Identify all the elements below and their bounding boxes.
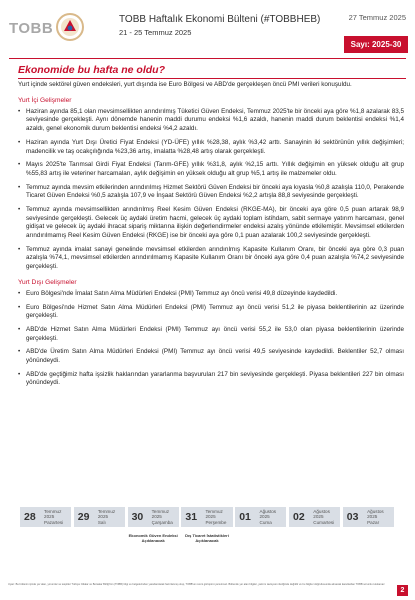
day-meta [260,509,287,526]
day-number: 31 [185,511,198,523]
day-weekday: Perşembe [205,519,227,525]
calendar-day [181,507,232,527]
list-item: • Euro Bölgesi'nde İmalat Satın Alma Müdürleri Endeksi (PMI) Temmuz ayı öncü verisi 49,8 düzeyinde kaydedildi. [18,290,404,299]
day-month: Ağustos 2025 [259,508,277,520]
calendar-events [20,533,394,543]
day-number: 28 [24,511,36,523]
domestic-heading: Yurt İçi Gelişmeler [18,96,72,104]
event-slot: Ekonomik Güven Endeksi Açıklanacak [128,533,178,543]
bulletin-title: TOBB Haftalık Ekonomi Bülteni (#TOBBHEB) [119,14,321,25]
calendar-day [289,507,340,527]
day-number: 02 [292,511,305,523]
page-number: 2 [397,585,408,596]
domestic-list [18,108,404,272]
calendar-day [74,507,125,527]
header [0,0,415,58]
day-meta [44,509,71,526]
list-item: • Temmuz ayında imalat sanayi genelinde mevsimsel etkilerden arındırılmış Kapasite Kullanım Oranı, bir önceki aya göre 0,3 puan azalışla %74,1, mevsimsel etkilerden arındırılmamış Kapasite Kullanım Oranı bir önceki aya göre 0,4 puan azalışla %74,2 seviyesinde gerçekleşti. [18,246,404,272]
intro-paragraph: Yurt içinde sektörel güven endeksleri, yurt dışında ise Euro Bölgesi ve ABD'de gerçekleşen öncü PMI verileri konuşuldu. [18,81,352,88]
day-month: Temmuz 2025 [97,508,116,520]
weekly-calendar [20,507,394,543]
event-slot [343,533,394,543]
content [18,81,404,393]
section-title: Ekonomide bu hafta ne oldu? [18,64,165,76]
list-item: • Temmuz ayında mevsimsellikten arındırılmış Reel Kesim Güven Endeksi (RKGE-MA), bir önceki aya göre 0,5 puan artarak 98,9 seviyesinde gerçekleşti. Gelecek üç aydaki üretim hacmi, gelecek üç aydaki toplam istihdam, sabit sermaye yatırım harcaması, genel gidişat ve gelecek üç aydaki ihracat sipariş miktarına ilişkin değerlendirmeler endeksi azalış yönünde etkilemiştir. Mevsimsel etkilerden arındırılmamış Reel Kesim Güven Endeksi (RKGE) ise bir önceki aya göre 0,1 puan azalarak 100,2 seviyesinde gerçekleşti. [18,206,404,241]
list-item: • Mayıs 2025'te Tarımsal Girdi Fiyat Endeksi (Tarım-GFE) yıllık %31,8, aylık %2,15 arttı. Yıllık değişimin en yüksek olduğu alt grup %55,83 artış ile veteriner harcamaları, aylık değişimin en yüksek olduğu alt grup %5,1 artış ile malzemeler oldu. [18,161,404,178]
day-number: 30 [131,511,144,523]
week-range: 21 - 25 Temmuz 2025 [119,28,192,37]
day-month: Temmuz 2025 [205,508,223,520]
event-slot [235,533,286,543]
section-divider [18,78,406,79]
day-meta [98,509,125,526]
list-item: • ABD'de Hizmet Satın Alma Müdürleri Endeksi (PMI) Temmuz ayı öncü verisi 55,2 ile 53,0 olan piyasa beklentilerinin üzerinde gerçekleşti. [18,326,404,343]
list-item: • ABD'de geçtiğimiz hafta işsizlik haklarından yararlanma başvuruları 217 bin seviyesinde gerçekleşti. Piyasa beklentileri 227 bin olması yönündeydi. [18,371,404,388]
day-meta [313,509,340,526]
event-slot: Dış Ticaret İstatistikleri Açıklanacak [185,533,229,543]
header-divider [9,58,406,59]
publish-date: 27 Temmuz 2025 [348,13,406,22]
event-slot [289,533,340,543]
day-number: 03 [346,511,359,523]
foreign-list [18,290,404,388]
day-meta [152,509,179,526]
day-month: Ağustos 2025 [313,508,330,520]
issue-badge: Sayı: 2025-30 [344,36,408,53]
list-item: • Temmuz ayında mevsim etkilerinden arındırılmış Hizmet Sektörü Güven Endeksi bir önceki aya kıyasla %0,8 azalışla 110,0, Perakende Ticaret Güven Endeksi %0,5 azalışla 107,9 ve İnşaat Sektörü Güven Endeksi %2,2 artışla 88,8 seviyesinde gerçekleşti. [18,184,404,201]
calendar-days [20,507,394,527]
list-item: • Haziran ayında Yurt Dışı Üretici Fiyat Endeksi (YD-ÜFE) yıllık %28,38, aylık %3,42 arttı. Sanayinin iki sektörünün yıllık değişimleri; madencilik ve taş ocakçılığında %23,36 artış, imalatta %28,48 artış olarak gerçekleşti. [18,139,404,156]
event-slot [20,533,71,543]
calendar-day [343,507,394,527]
event-slot [74,533,125,543]
calendar-day [235,507,286,527]
list-item: • Euro Bölgesi'nde Hizmet Satın Alma Müdürleri Endeksi (PMI) Temmuz ayı öncü verisi 51,2 ile piyasa beklentilerinin az üzerinde gerçekleşti. [18,304,404,321]
day-weekday: Salı [97,519,106,525]
day-weekday: Cumartesi [313,519,335,525]
day-meta [367,509,394,526]
calendar-day [128,507,179,527]
day-month: Temmuz 2025 [44,508,62,520]
calendar-day [20,507,71,527]
day-meta [205,509,232,526]
tobb-logo: TOBB [9,20,54,37]
day-weekday: Çarşamba [151,519,173,525]
tobb-emblem-icon [55,12,85,42]
day-month: Ağustos 2025 [367,508,384,520]
foreign-heading: Yurt Dışı Gelişmeler [18,278,77,286]
day-number: 29 [77,511,90,523]
day-number: 01 [239,511,251,523]
list-item: • Haziran ayında 85,1 olan mevsimsellikten arındırılmış Tüketici Güven Endeksi, Temmuz 2025'te bir önceki aya göre %1,8 azalarak 83,5 seviyesinde gerçekleşti. Aynı dönemde hanenin maddi durumu endeksi %1,6 azaldı, hanenin maddi durum beklentisi endeksi %1,4 azaldı, genel ekonomik durum beklentisi endeksi %4,2 azaldı. [18,108,404,134]
day-weekday: Pazartesi [44,519,64,525]
day-weekday: Cuma [259,519,272,525]
disclaimer: Uyarı: Bu bültenin içinde yer alan, yorumlar ve tespitler Türkiye Odalar ve Borsalar Birliği'nin (TOBB) bilgi ve belgelerinden yararlanılarak hazırlanmış olup, TOBB'un resmi görüşünü yansıtmaz. Bültende yer alan bilgiler, yatırım tavsiyesi niteliğinde değildir ve bu bilgiler doğrultusunda alınacak kararlardan TOBB sorumlu tutulamaz. [8,583,386,586]
day-weekday: Pazar [367,519,380,525]
day-month: Temmuz 2025 [151,508,169,520]
list-item: • ABD'de Üretim Satın Alma Müdürleri Endeksi (PMI) Temmuz ayı öncü verisi 49,5 seviyesinde kaydedildi. Beklentiler 52,7 olması yönündeydi. [18,348,404,365]
